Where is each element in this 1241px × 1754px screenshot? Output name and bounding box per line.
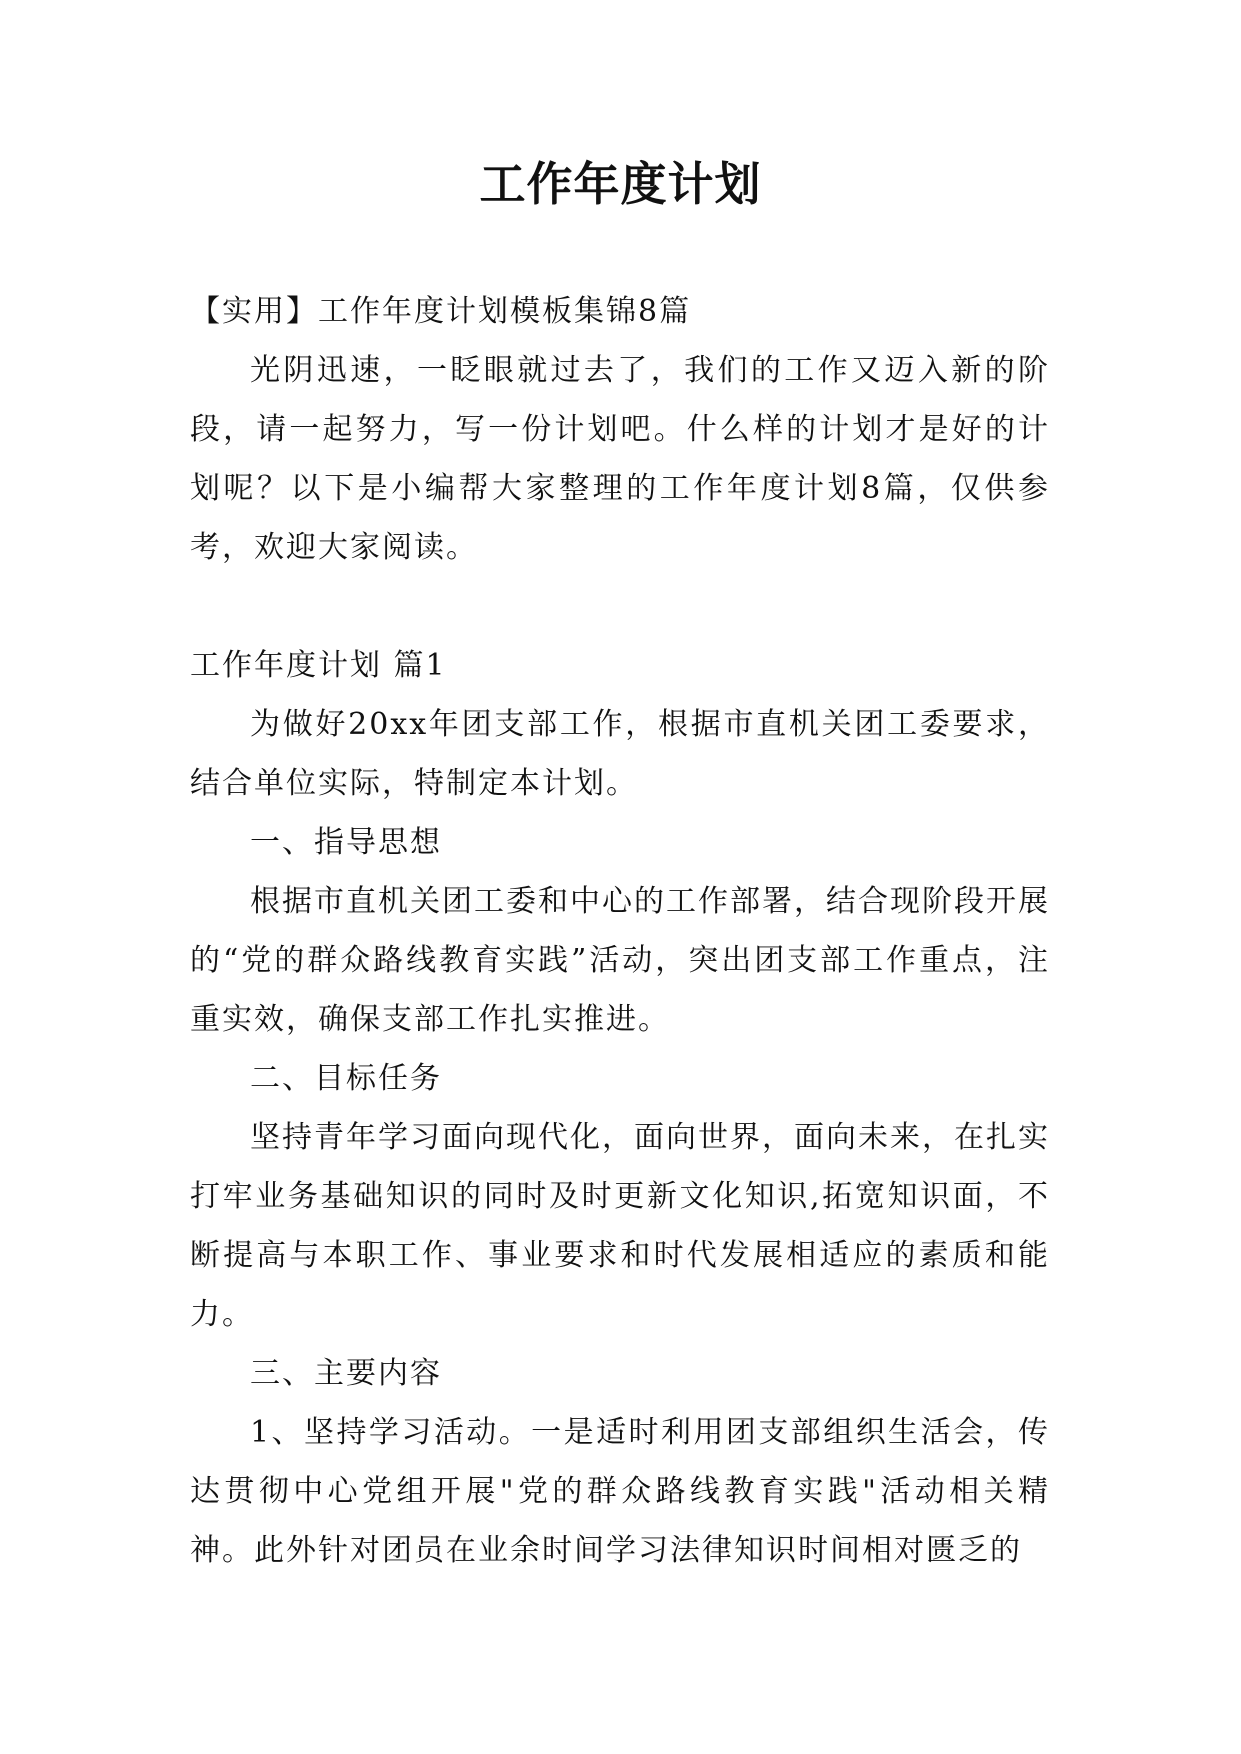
body-paragraph: 1、坚持学习活动。一是适时利用团支部组织生活会，传达贯彻中心党组开展"党的群众路线教育实践"活动相关精神。此外针对团员在业余时间学习法律知识时间相对匮乏的 [190, 1415, 1050, 1568]
intro-paragraph: 光阴迅速，一眨眼就过去了，我们的工作又迈入新的阶段，请一起努力，写一份计划吧。什么样的计划才是好的计划呢？以下是小编帮大家整理的工作年度计划8篇，仅供参考，欢迎大家阅读。 [190, 353, 1050, 565]
section-heading: 工作年度计划 篇1 [190, 648, 447, 683]
document-body [190, 282, 1050, 1580]
body-paragraph: 坚持青年学习面向现代化，面向世界，面向未来，在扎实打牢业务基础知识的同时及时更新文化知识,拓宽知识面，不断提高与本职工作、事业要求和时代发展相适应的素质和能力。 [190, 1120, 1050, 1332]
subsection-heading: 二、目标任务 [250, 1061, 442, 1096]
body-paragraph: 根据市直机关团工委和中心的工作部署，结合现阶段开展的“党的群众路线教育实践”活动，突出团支部工作重点，注重实效，确保支部工作扎实推进。 [190, 884, 1050, 1037]
document-subtitle: 【实用】工作年度计划模板集锦8篇 [190, 294, 692, 329]
subsection-heading: 三、主要内容 [250, 1356, 442, 1391]
body-paragraph: 为做好20xx年团支部工作，根据市直机关团工委要求，结合单位实际，特制定本计划。 [190, 707, 1050, 801]
subsection-heading: 一、指导思想 [250, 825, 442, 860]
document-title: 工作年度计划 [479, 157, 762, 211]
